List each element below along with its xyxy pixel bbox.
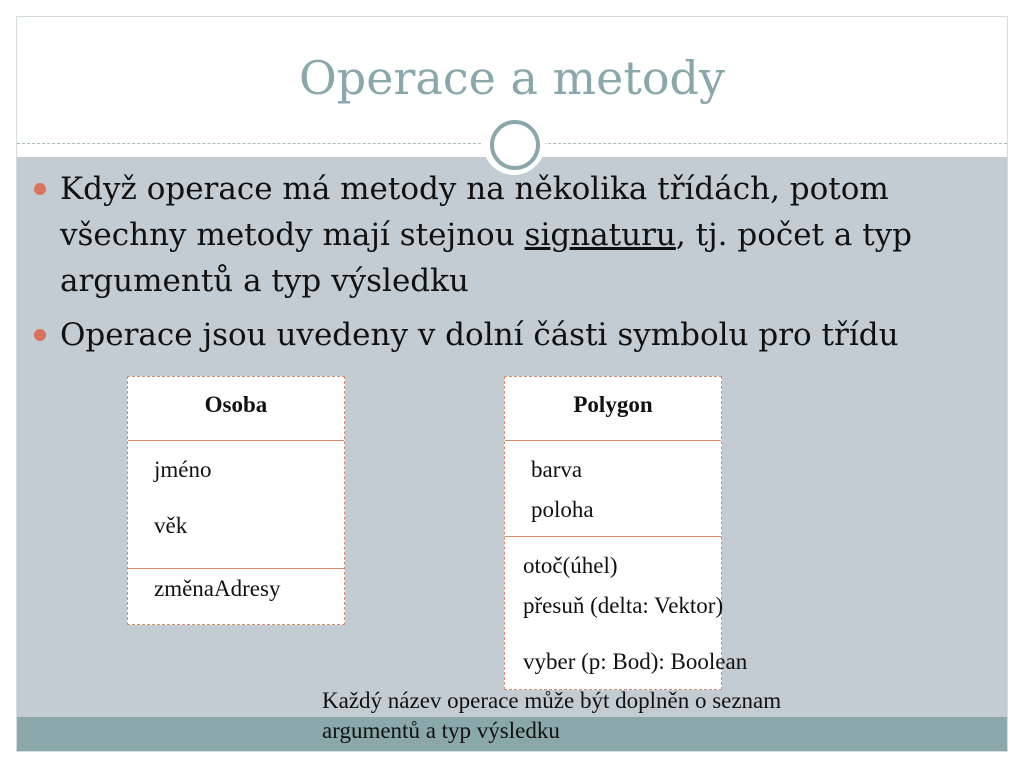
class-name-osoba: Osoba xyxy=(204,392,268,417)
bullet-icon xyxy=(34,329,46,341)
attributes-divider xyxy=(505,440,721,441)
bullet-text-1a: Když operace má metody na několika třídách, potom všechny metody mají stejnou xyxy=(60,171,889,253)
caption-line-2: argumentů a typ výsledku xyxy=(322,718,560,743)
attribute-jmeno: jméno xyxy=(154,457,212,482)
operation-presun: přesuň (delta: Vektor) xyxy=(523,593,724,618)
signature-link[interactable]: signaturu xyxy=(524,217,676,253)
caption xyxy=(322,686,962,746)
bullet-text-2: Operace jsou uvedeny v dolní části symbolu pro třídu xyxy=(60,317,899,353)
attribute-poloha: poloha xyxy=(531,497,594,522)
caption-line-1: Každý název operace může být doplněn o seznam xyxy=(322,688,782,713)
operation-otoc: otoč(úhel) xyxy=(523,553,618,578)
operations-divider xyxy=(128,568,344,569)
attribute-barva: barva xyxy=(531,457,583,482)
class-box-polygon xyxy=(504,376,748,690)
bullet-item-2 xyxy=(28,312,968,358)
bullet-item-1 xyxy=(28,166,968,304)
slide-title: Operace a metody xyxy=(299,51,725,105)
operations-divider xyxy=(505,536,721,537)
operation-vyber: vyber (p: Bod): Boolean xyxy=(523,649,748,674)
divider-circle-icon xyxy=(490,120,540,170)
attribute-vek: věk xyxy=(154,513,188,538)
class-name-polygon: Polygon xyxy=(573,392,653,417)
attributes-divider xyxy=(128,440,344,441)
bullet-icon xyxy=(34,183,46,195)
bullet-text-1b: , tj. počet a typ argumentů a typ výsledku xyxy=(60,217,913,299)
operation-zmenaadresy: změnaAdresy xyxy=(154,576,281,601)
bullet-list xyxy=(28,166,968,366)
class-box-osoba xyxy=(127,376,345,625)
